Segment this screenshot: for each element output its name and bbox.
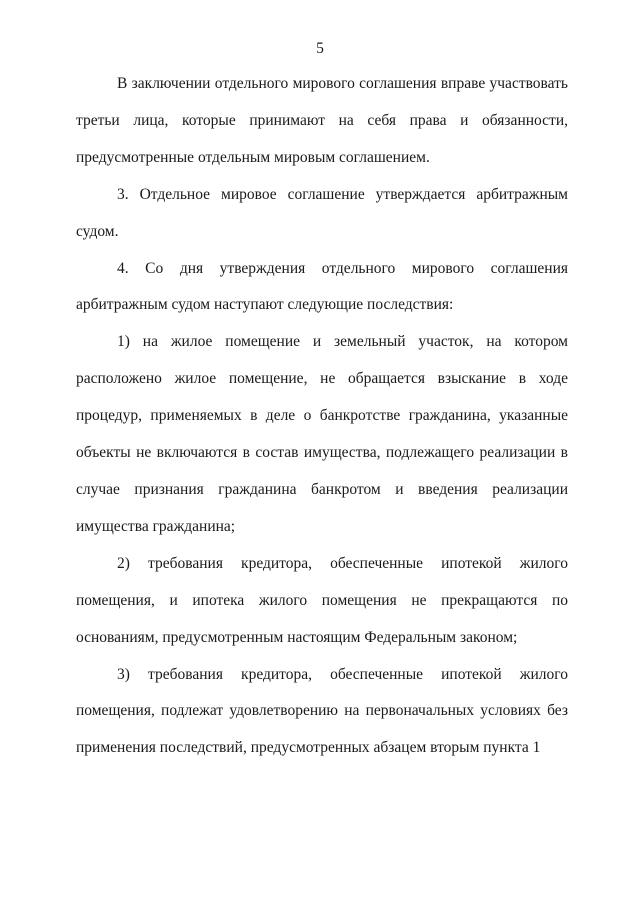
paragraph-subitem-2: 2) требования кредитора, обеспеченные ипотекой жилого помещения, и ипотека жилого помещения не прекращаются по основаниям, предусмотренным настоящим Федеральным законом;	[76, 554, 568, 646]
paragraph-subitem-3: 3) требования кредитора, обеспеченные ипотекой жилого помещения, подлежат удовлетворению на первоначальных условиях без применения последствий, предусмотренных абзацем вторым пункта 1	[76, 665, 568, 757]
paragraph-subitem-1: 1) на жилое помещение и земельный участок, на котором расположено жилое помещение, не обращается взыскание в ходе процедур, применяемых в деле о банкротстве гражданина, указанные объекты не включаются в состав имущества, подлежащего реализации в случае признания гражданина банкротом и введения реализации имущества гражданина;	[76, 333, 568, 535]
paragraph-item-4: 4. Со дня утверждения отдельного мирового соглашения арбитражным судом наступают следующие последствия:	[76, 259, 568, 314]
page-number: 5	[316, 40, 324, 57]
paragraph-participants: В заключении отдельного мирового соглашения вправе участвовать третьи лица, которые принимают на себя права и обязанности, предусмотренные отдельным мировым соглашением.	[76, 75, 568, 166]
document-body	[76, 66, 568, 767]
paragraph-item-3: 3. Отдельное мировое соглашение утверждается арбитражным судом.	[76, 185, 568, 240]
